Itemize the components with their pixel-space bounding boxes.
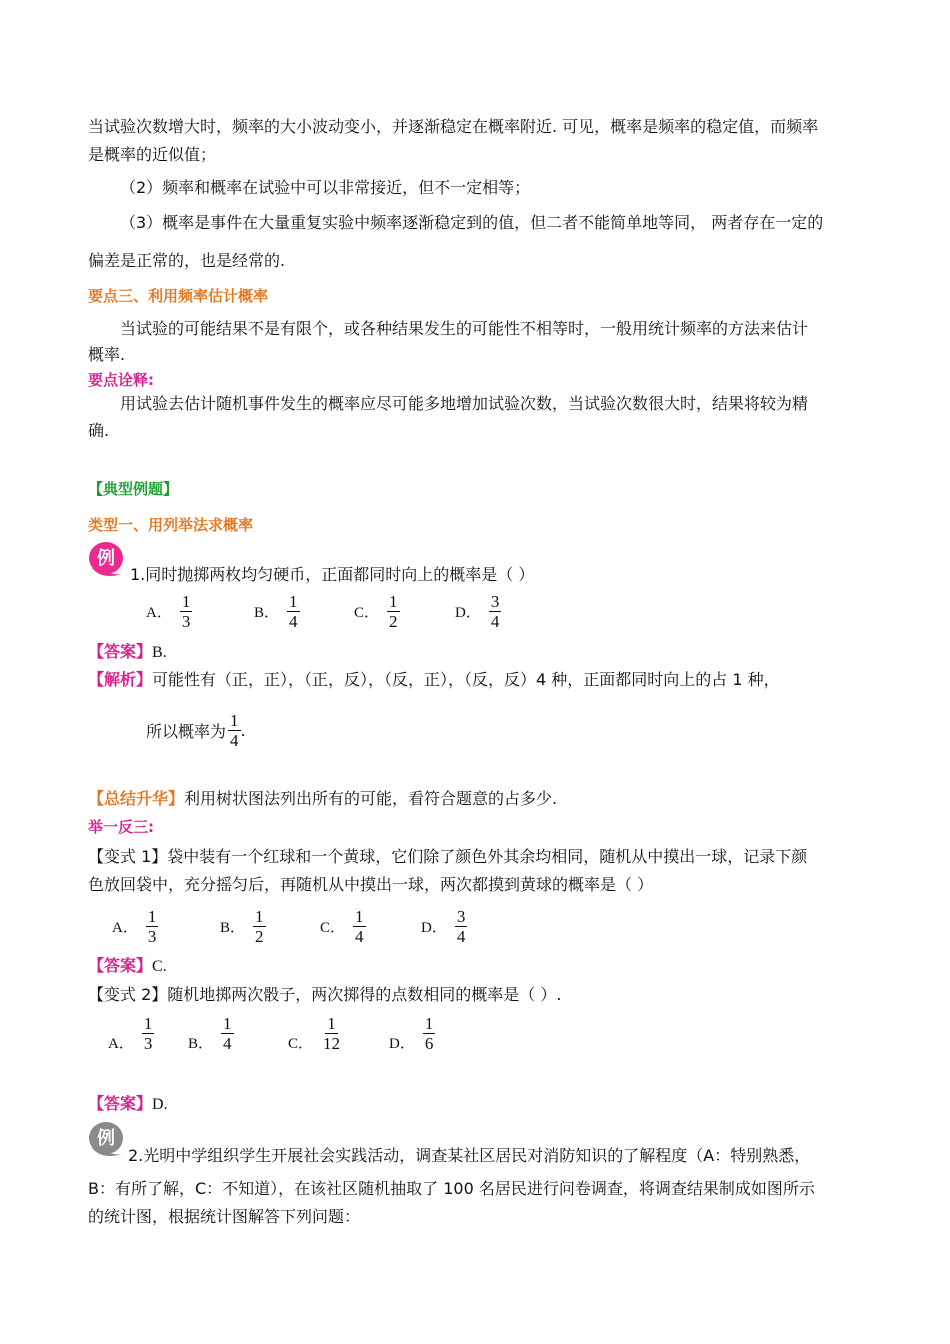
fraction: $\frac{1}{4}$: [355, 907, 364, 946]
fraction: $\frac{1}{2}$: [255, 907, 264, 946]
v2-option-b: [188, 1014, 234, 1053]
intro-line-1: 当试验次数增大时，频率的大小波动变小，并逐渐稳定在概率附近. 可见，概率是频率的稳定值，而频率: [88, 117, 819, 136]
variant-text: 袋中装有一个红球和一个黄球，它们除了颜色外其余均相同，随机从中摸出一球，记录下颜: [167, 847, 808, 866]
option-label: D．: [389, 1036, 415, 1052]
variant-tag: 【变式 2】: [88, 985, 168, 1004]
v1-option-a: [112, 907, 158, 946]
intro-line-2: 是概率的近似值；: [88, 145, 217, 164]
fraction: $\frac{1}{4}$: [289, 592, 298, 631]
v1-option-c: [320, 907, 366, 946]
key3-note-2: 确.: [88, 421, 110, 440]
answer-value: C.: [152, 958, 167, 975]
q2-line-3: 的统计图，根据统计图解答下列问题：: [88, 1207, 361, 1226]
key3-text-2: 概率.: [88, 345, 126, 364]
option-label: A．: [108, 1036, 134, 1052]
fraction: $\frac{1}{12}$: [323, 1014, 341, 1053]
svg-text:例: 例: [97, 1128, 115, 1149]
variant-tag: 【变式 1】: [88, 847, 168, 866]
answer-value: B.: [152, 644, 167, 661]
conclusion-text: 所以概率为: [146, 722, 227, 741]
option-label: A．: [112, 920, 138, 936]
variant-1-line-2: 色放回袋中，充分摇匀后，再随机从中摸出一球，两次都摸到黄球的概率是（ ）: [88, 875, 654, 894]
intro-point-3a: （3）概率是事件在大量重复实验中频率逐渐稳定到的值，但二者不能简单地等同， 两者存在一定的: [120, 213, 824, 232]
fraction: $\frac{3}{4}$: [456, 907, 466, 946]
q1-conclusion: [146, 711, 246, 750]
option-label: D．: [421, 920, 447, 936]
fraction: $\frac{1}{6}$: [424, 1014, 434, 1053]
fraction: $\frac{3}{4}$: [490, 592, 500, 631]
examples-heading: 【典型例题】: [88, 480, 179, 498]
analysis-text: 可能性有（正，正），（正，反），（反，正），（反，反）4 种，正面都同时向上的占 1 种，: [152, 670, 780, 689]
q1-text: 1.同时抛掷两枚均匀硬币，正面都同时向上的概率是（ ）: [130, 565, 535, 584]
fraction: $\frac{1}{3}$: [143, 1014, 153, 1053]
answer-tag: 【答案】: [88, 956, 153, 975]
fraction: $\frac{1}{4}$: [223, 1014, 232, 1053]
option-label: D．: [455, 605, 481, 621]
key3-heading: 要点三、利用频率估计概率: [88, 287, 269, 305]
fraction: $\frac{1}{2}$: [389, 592, 398, 631]
key3-note-label: 要点诠释:: [88, 371, 154, 389]
v1-option-d: [421, 907, 467, 946]
fraction: $\frac{1}{3}$: [181, 592, 191, 631]
option-label: A．: [146, 605, 172, 621]
q1-answer: [88, 641, 167, 664]
q1-option-c: [354, 592, 400, 631]
q2-line-2: B：有所了解，C：不知道），在该社区随机抽取了 100 名居民进行问卷调查，将调查结果制成如图所示: [88, 1179, 815, 1198]
example-badge-icon: [86, 1118, 132, 1166]
q1-option-d: [455, 592, 501, 631]
intro-point-3b: 偏差是正常的，也是经常的.: [88, 251, 286, 270]
fraction: $\frac{1}{4}$: [230, 711, 239, 750]
option-label: C．: [288, 1036, 314, 1052]
answer-tag: 【答案】: [88, 1094, 153, 1113]
answer-tag: 【答案】: [88, 642, 153, 661]
variant-1-line-1: [88, 846, 807, 868]
practice-heading: 举一反三:: [88, 818, 154, 836]
q1-summary: [88, 788, 557, 810]
v2-option-a: [108, 1014, 154, 1053]
type1-heading: 类型一、用列举法求概率: [88, 516, 254, 534]
fraction: $\frac{1}{3}$: [147, 907, 157, 946]
v1-answer: [88, 955, 167, 978]
analysis-tag: 【解析】: [88, 670, 153, 689]
q1-option-b: [254, 592, 300, 631]
key3-text-1: 当试验的可能结果不是有限个，或各种结果发生的可能性不相等时，一般用统计频率的方法来估计: [120, 319, 809, 338]
v1-option-b: [220, 907, 266, 946]
variant-text: 随机地掷两次骰子，两次掷得的点数相同的概率是（ ）.: [167, 985, 562, 1004]
conclusion-end: .: [240, 721, 246, 740]
svg-text:例: 例: [97, 548, 115, 569]
v2-option-c: [288, 1014, 342, 1053]
option-label: C．: [320, 920, 346, 936]
option-label: B．: [220, 920, 246, 936]
example-badge-icon: [86, 538, 132, 586]
q1-analysis: [88, 669, 780, 691]
q1-option-a: [146, 592, 192, 631]
v2-answer: [88, 1093, 168, 1116]
key3-note-1: 用试验去估计随机事件发生的概率应尽可能多地增加试验次数，当试验次数很大时，结果将较为精: [120, 394, 809, 413]
summary-text: 利用树状图法列出所有的可能，看符合题意的占多少.: [184, 789, 558, 808]
intro-point-2: （2）频率和概率在试验中可以非常接近，但不一定相等；: [120, 178, 531, 197]
v2-option-d: [389, 1014, 435, 1053]
variant-2: [88, 984, 561, 1006]
option-label: B．: [254, 605, 280, 621]
option-label: C．: [354, 605, 380, 621]
answer-value: D.: [152, 1096, 168, 1113]
summary-tag: 【总结升华】: [88, 789, 185, 808]
q2-line-1: 2.光明中学组织学生开展社会实践活动，调查某社区居民对消防知识的了解程度（A：特别熟悉，: [128, 1146, 811, 1165]
option-label: B．: [188, 1036, 214, 1052]
